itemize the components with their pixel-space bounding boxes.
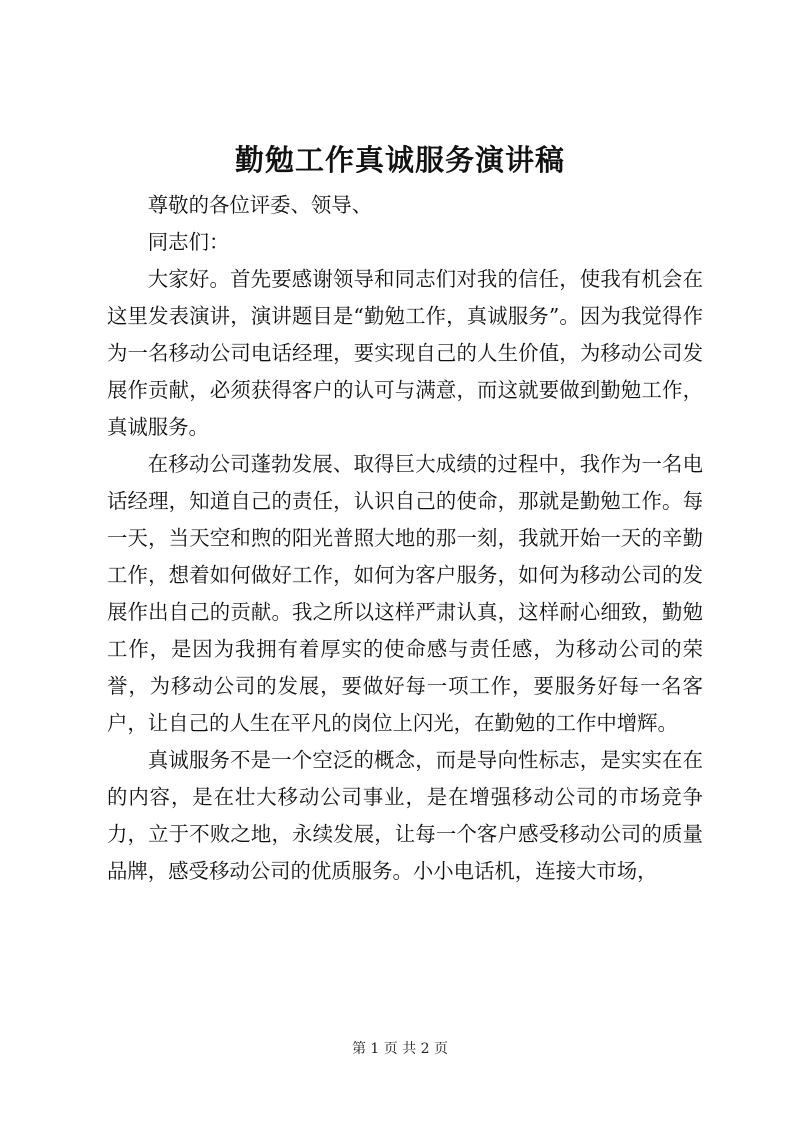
document-title: 勤勉工作真诚服务演讲稿 [234, 143, 565, 177]
body-paragraph: 大家好。首先要感谢领导和同志们对我的信任，使我有机会在这里发表演讲，演讲题目是“勤勉工作，真诚服务”。因为我觉得作为一名移动公司电话经理，要实现自己的人生价值，为移动公司发展作贡献，必须获得客户的认可与满意，而这就要做到勤勉工作，真诚服务。 [107, 267, 703, 439]
salutation-line: 同志们： [147, 230, 230, 254]
body-paragraph: 在移动公司蓬勃发展、取得巨大成绩的过程中，我作为一名电话经理，知道自己的责任，认识自己的使命，那就是勤勉工作。每一天，当天空和煦的阳光普照大地的那一刻，我就开始一天的辛勤工作，想着如何做好工作，如何为客户服务，如何为移动公司的发展作出自己的贡献。我之所以这样严肃认真，这样耐心细致，勤勉工作，是因为我拥有着厚实的使命感与责任感，为移动公司的荣誉，为移动公司的发展，要做好每一项工作，要服务好每一名客户，让自己的人生在平凡的岗位上闪光，在勤勉的工作中增辉。 [107, 452, 703, 735]
body-paragraph: 真诚服务不是一个空泛的概念，而是导向性标志，是实实在在的内容，是在壮大移动公司事业，是在增强移动公司的市场竞争力，立于不败之地，永续发展，让每一个客户感受移动公司的质量品牌，感受移动公司的优质服务。小小电话机，连接大市场， [107, 748, 703, 883]
page-footer: 第 1 页 共 2 页 [351, 1041, 449, 1057]
salutation-line: 尊敬的各位评委、领导、 [147, 193, 373, 217]
document-body [107, 187, 703, 890]
